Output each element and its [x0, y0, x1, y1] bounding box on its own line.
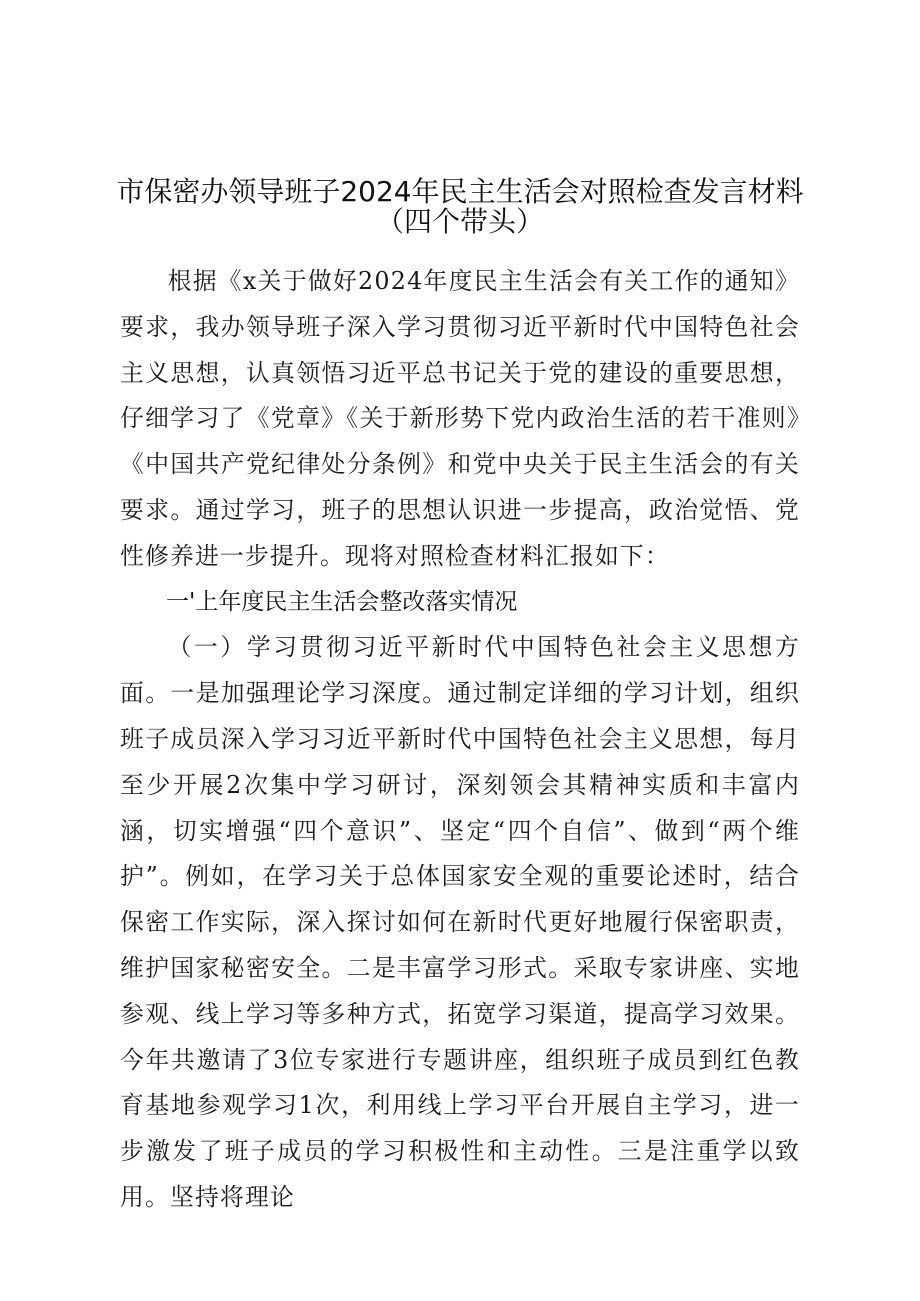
document-subtitle: （四个带头）: [375, 205, 544, 238]
document-body: [120, 259, 800, 1221]
section-heading: 一'上年度民主生活会整改落实情况: [166, 588, 518, 615]
document-title: 市保密办领导班子2024年民主生活会对照检查发言材料: [116, 175, 804, 208]
intro-paragraph: 根据《x关于做好2024年度民主生活会有关工作的通知》要求，我办领导班子深入学习贯彻习近平新时代中国特色社会主义思想，认真领悟习近平总书记关于党的建设的重要思想，仔细学习了《党章》《关于新形势下党内政治生活的若干准则》《中国共产党纪律处分条例》和党中央关于民主生活会的有关要求。通过学习，班子的思想认识进一步提高，政治觉悟、党性修养进一步提升。现将对照检查材料汇报如下：: [120, 267, 800, 570]
subsection-paragraph: （一）学习贯彻习近平新时代中国特色社会主义思想方面。一是加强理论学习深度。通过制定详细的学习计划，组织班子成员深入学习习近平新时代中国特色社会主义思想，每月至少开展2次集中学习研讨，深刻领会其精神实质和丰富内涵，切实增强“四个意识”、坚定“四个自信”、做到“两个维护”。例如，在学习关于总体国家安全观的重要论述时，结合保密工作实际，深入探讨如何在新时代更好地履行保密职责，维护国家秘密安全。二是丰富学习形式。采取专家讲座、实地参观、线上学习等多种方式，拓宽学习渠道，提高学习效果。今年共邀请了3位专家进行专题讲座，组织班子成员到红色教育基地参观学习1次，利用线上学习平台开展自主学习，进一步激发了班子成员的学习积极性和主动性。三是注重学以致用。坚持将理论: [120, 633, 800, 1211]
